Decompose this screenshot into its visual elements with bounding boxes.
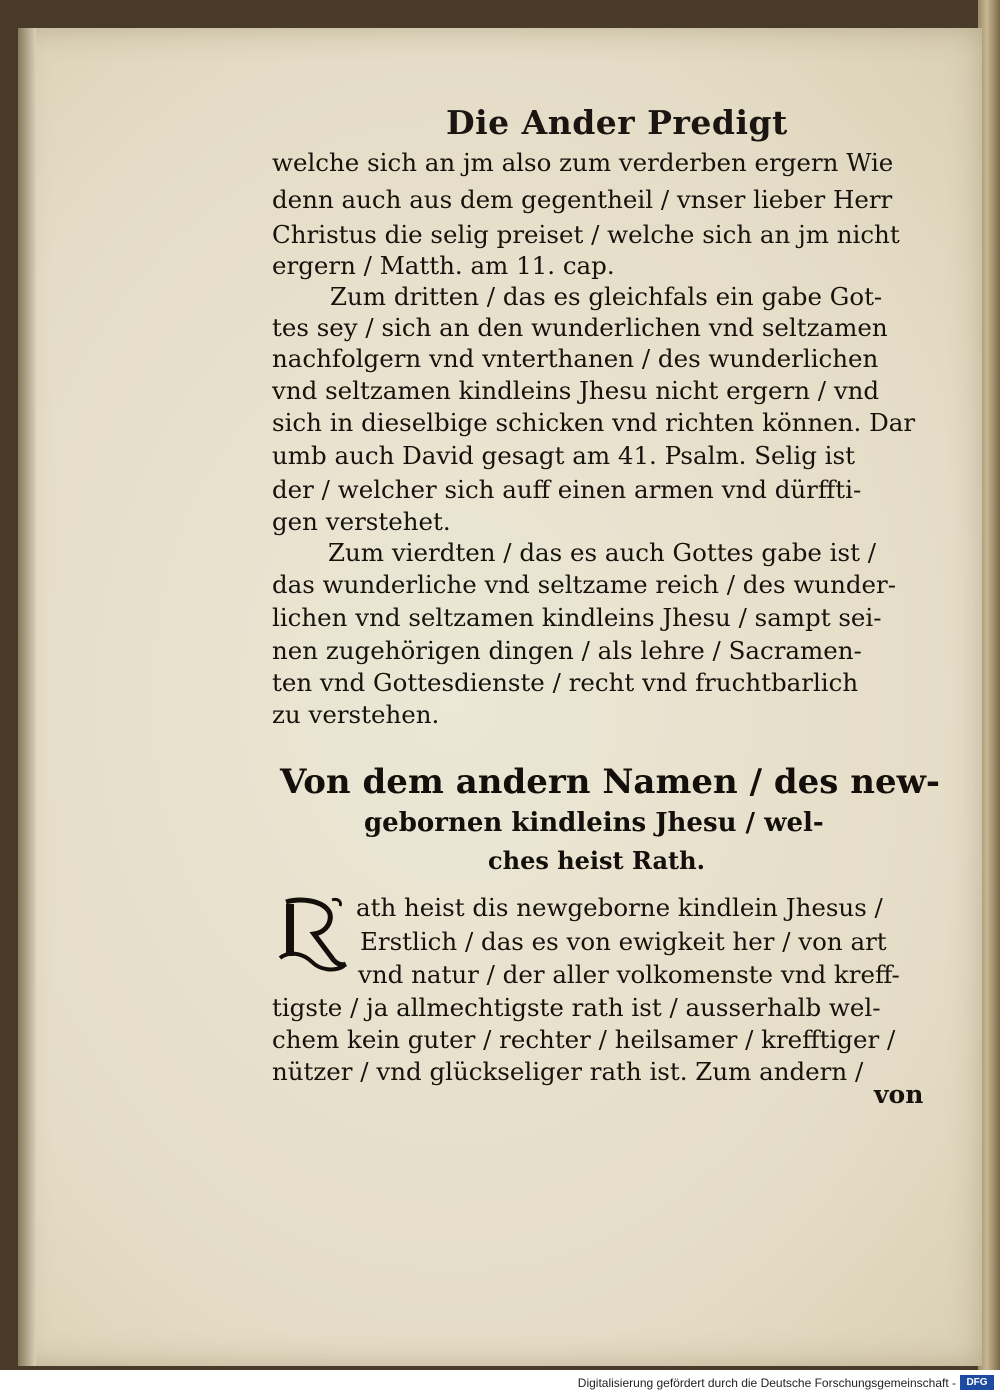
body-line: ergern / Matth. am 11. cap. [272, 251, 615, 280]
section-heading-line-3: ches heist Rath. [488, 846, 705, 875]
paragraph-line: nützer / vnd glückseliger rath ist. Zum andern / [272, 1057, 864, 1086]
body-line: gen verstehet. [272, 507, 451, 536]
body-line: nen zugehörigen dingen / als lehre / Sacramen- [272, 636, 862, 665]
body-line: ten vnd Gottesdienste / recht vnd fruchtbarlich [272, 668, 859, 697]
body-line: umb auch David gesagt am 41. Psalm. Selig ist [272, 441, 855, 470]
paragraph-line: chem kein guter / rechter / heilsamer / krefftiger / [272, 1025, 896, 1054]
body-line: der / welcher sich auff einen armen vnd dürffti- [272, 475, 862, 504]
paragraph-line: tigste / ja allmechtigste rath ist / ausserhalb wel- [272, 993, 881, 1022]
body-line: nachfolgern vnd vnterthanen / des wunderlichen [272, 344, 879, 373]
decorated-initial [276, 896, 350, 976]
body-line: lichen vnd seltzamen kindleins Jhesu / sampt sei- [272, 603, 882, 632]
body-line: Zum dritten / das es gleichfals ein gabe Got- [330, 282, 883, 311]
paragraph-line: vnd natur / der aller volkomenste vnd kreff- [358, 960, 900, 989]
catchword: von [874, 1080, 924, 1109]
body-line: das wunderliche vnd seltzame reich / des wunder- [272, 570, 897, 599]
body-line: Christus die selig preiset / welche sich an jm nicht [272, 220, 900, 249]
body-line: tes sey / sich an den wunderlichen vnd seltzamen [272, 313, 888, 342]
body-line: welche sich an jm also zum verderben ergern Wie [272, 148, 894, 177]
footer-credit: Digitalisierung gefördert durch die Deutsche Forschungsgemeinschaft - [577, 1376, 956, 1390]
section-heading-line-2: gebornen kindleins Jhesu / wel- [364, 808, 824, 838]
decorated-initial-glyph [276, 896, 350, 976]
body-line: denn auch aus dem gegentheil / vnser lieber Herr [272, 185, 893, 214]
section-heading-line-1: Von dem andern Namen / des new- [280, 762, 940, 802]
body-line: sich in dieselbige schicken vnd richten können. Dar [272, 408, 916, 437]
decorated-initial-letter [276, 896, 277, 897]
page-gutter [18, 28, 36, 1366]
body-line: vnd seltzamen kindleins Jhesu nicht ergern / vnd [272, 376, 880, 405]
footer-bar [0, 1370, 1000, 1395]
paragraph-line: ath heist dis newgeborne kindlein Jhesus / [356, 893, 883, 922]
body-line: Zum vierdten / das es auch Gottes gabe ist / [328, 538, 876, 567]
dfg-logo: DFG [960, 1375, 994, 1390]
running-head: Die Ander Predigt [446, 103, 788, 142]
body-line: zu verstehen. [272, 700, 440, 729]
paragraph-line: Erstlich / das es von ewigkeit her / von art [360, 927, 887, 956]
